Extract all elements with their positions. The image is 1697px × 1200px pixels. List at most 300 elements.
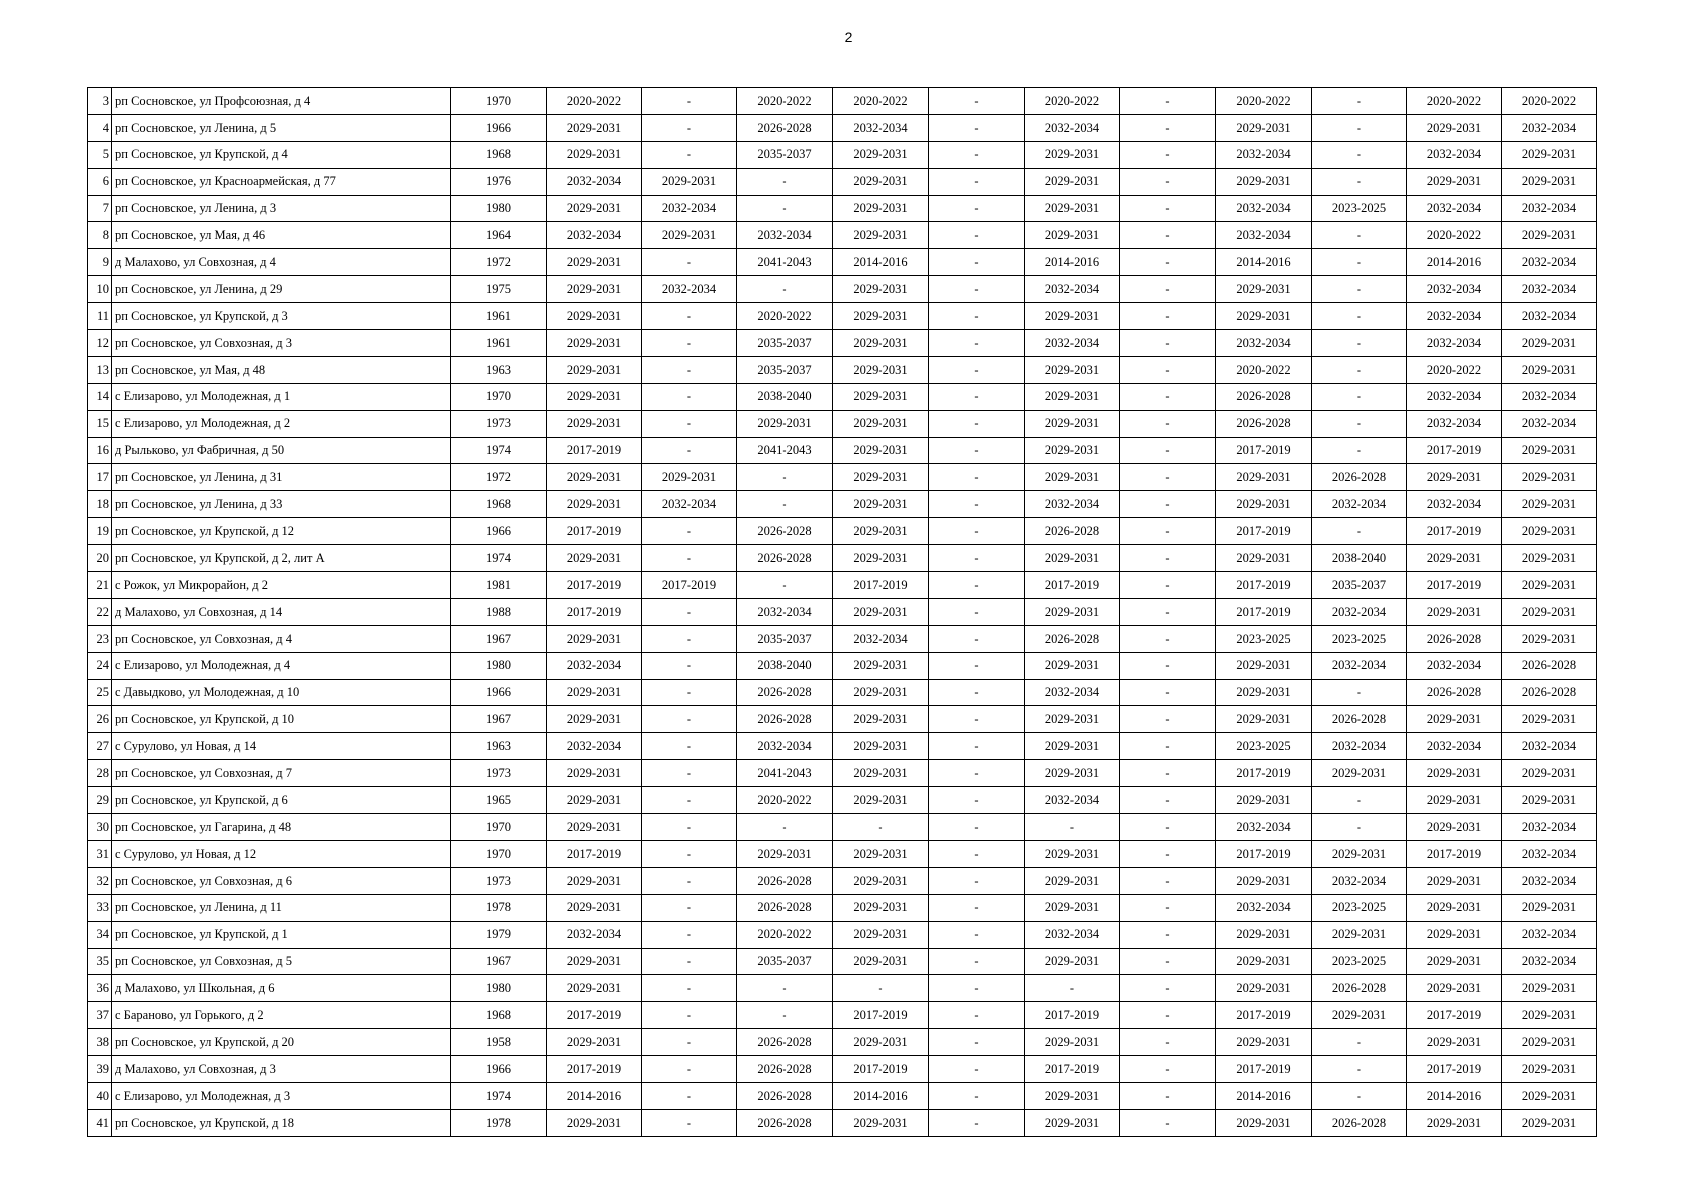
work-period-cell: 2023-2025 <box>1312 894 1407 921</box>
work-period-cell: 2032-2034 <box>1216 894 1312 921</box>
work-period-cell: 2029-2031 <box>1216 679 1312 706</box>
address-cell: д Малахово, ул Школьная, д 6 <box>112 975 451 1002</box>
table-row <box>88 141 1597 168</box>
work-period-cell: - <box>1120 464 1216 491</box>
work-period-cell: 2029-2031 <box>547 760 642 787</box>
table-row <box>88 545 1597 572</box>
address-cell: рп Сосновское, ул Профсоюзная, д 4 <box>112 88 451 115</box>
work-period-cell: 2029-2031 <box>1502 706 1597 733</box>
table-row <box>88 921 1597 948</box>
table-row <box>88 88 1597 115</box>
work-period-cell: 2029-2031 <box>833 545 929 572</box>
work-period-cell: 2014-2016 <box>1025 249 1120 276</box>
work-period-cell: - <box>642 679 737 706</box>
work-period-cell: - <box>1120 222 1216 249</box>
work-period-cell: 2035-2037 <box>1312 572 1407 599</box>
address-cell: рп Сосновское, ул Совхозная, д 4 <box>112 625 451 652</box>
work-period-cell: 2029-2031 <box>833 356 929 383</box>
work-period-cell: - <box>1120 679 1216 706</box>
work-period-cell: 2029-2031 <box>1502 518 1597 545</box>
work-period-cell: 2029-2031 <box>547 356 642 383</box>
work-period-cell: - <box>642 1029 737 1056</box>
work-period-cell: - <box>642 625 737 652</box>
year-built-cell: 1966 <box>451 114 547 141</box>
row-number-cell: 12 <box>88 330 112 357</box>
table-row <box>88 733 1597 760</box>
work-period-cell: 2026-2028 <box>737 114 833 141</box>
row-number-cell: 9 <box>88 249 112 276</box>
work-period-cell: 2029-2031 <box>833 195 929 222</box>
work-period-cell: - <box>929 975 1025 1002</box>
work-period-cell: 2020-2022 <box>737 303 833 330</box>
work-period-cell: - <box>642 545 737 572</box>
work-period-cell: 2041-2043 <box>737 760 833 787</box>
work-period-cell: 2029-2031 <box>833 840 929 867</box>
work-period-cell: - <box>929 249 1025 276</box>
work-period-cell: 2029-2031 <box>1407 894 1502 921</box>
work-period-cell: 2029-2031 <box>737 410 833 437</box>
work-period-cell: - <box>929 760 1025 787</box>
address-cell: рп Сосновское, ул Красноармейская, д 77 <box>112 168 451 195</box>
work-period-cell: 2029-2031 <box>1216 276 1312 303</box>
work-period-cell: - <box>1120 276 1216 303</box>
row-number-cell: 32 <box>88 867 112 894</box>
year-built-cell: 1976 <box>451 168 547 195</box>
table-row <box>88 195 1597 222</box>
row-number-cell: 40 <box>88 1082 112 1109</box>
work-period-cell: 2032-2034 <box>1025 276 1120 303</box>
work-period-cell: - <box>1120 141 1216 168</box>
work-period-cell: 2032-2034 <box>1025 114 1120 141</box>
work-period-cell: - <box>1120 625 1216 652</box>
work-period-cell: - <box>1120 787 1216 814</box>
work-period-cell: 2020-2022 <box>1216 356 1312 383</box>
work-period-cell: 2032-2034 <box>1502 303 1597 330</box>
work-period-cell: 2017-2019 <box>1216 1002 1312 1029</box>
work-period-cell: 2032-2034 <box>737 598 833 625</box>
work-period-cell: 2017-2019 <box>547 437 642 464</box>
work-period-cell: - <box>929 464 1025 491</box>
year-built-cell: 1966 <box>451 679 547 706</box>
work-period-cell: 2020-2022 <box>1216 88 1312 115</box>
work-period-cell: 2029-2031 <box>1502 1082 1597 1109</box>
address-cell: с Сурулово, ул Новая, д 14 <box>112 733 451 760</box>
row-number-cell: 28 <box>88 760 112 787</box>
work-period-cell: - <box>642 114 737 141</box>
table-row <box>88 679 1597 706</box>
work-period-cell: - <box>929 894 1025 921</box>
address-cell: рп Сосновское, ул Крупской, д 20 <box>112 1029 451 1056</box>
work-period-cell: 2029-2031 <box>833 303 929 330</box>
work-period-cell: 2014-2016 <box>833 249 929 276</box>
work-period-cell: - <box>642 867 737 894</box>
work-period-cell: 2029-2031 <box>1216 168 1312 195</box>
work-period-cell: 2032-2034 <box>1502 410 1597 437</box>
work-period-cell: - <box>929 867 1025 894</box>
work-period-cell: 2029-2031 <box>547 1109 642 1136</box>
work-period-cell: 2029-2031 <box>1025 437 1120 464</box>
address-cell: рп Сосновское, ул Крупской, д 4 <box>112 141 451 168</box>
work-period-cell: - <box>929 572 1025 599</box>
address-cell: рп Сосновское, ул Ленина, д 29 <box>112 276 451 303</box>
work-period-cell: 2029-2031 <box>1502 1002 1597 1029</box>
work-period-cell: - <box>929 706 1025 733</box>
work-period-cell: 2029-2031 <box>1502 464 1597 491</box>
year-built-cell: 1974 <box>451 545 547 572</box>
year-built-cell: 1970 <box>451 383 547 410</box>
address-cell: рп Сосновское, ул Совхозная, д 6 <box>112 867 451 894</box>
work-period-cell: 2020-2022 <box>1025 88 1120 115</box>
work-period-cell: - <box>1312 303 1407 330</box>
work-period-cell: - <box>642 948 737 975</box>
work-period-cell: 2029-2031 <box>547 948 642 975</box>
work-period-cell: - <box>1120 195 1216 222</box>
work-period-cell: - <box>1120 975 1216 1002</box>
work-period-cell: 2032-2034 <box>1407 141 1502 168</box>
work-period-cell: 2029-2031 <box>833 760 929 787</box>
work-period-cell: - <box>833 814 929 841</box>
work-period-cell: 2029-2031 <box>833 921 929 948</box>
work-period-cell: 2026-2028 <box>737 1029 833 1056</box>
address-cell: д Рыльково, ул Фабричная, д 50 <box>112 437 451 464</box>
table-row <box>88 572 1597 599</box>
work-period-cell: - <box>1120 814 1216 841</box>
row-number-cell: 30 <box>88 814 112 841</box>
work-period-cell: - <box>1312 114 1407 141</box>
work-period-cell: - <box>929 141 1025 168</box>
work-period-cell: 2029-2031 <box>1502 545 1597 572</box>
row-number-cell: 16 <box>88 437 112 464</box>
work-period-cell: 2029-2031 <box>1407 814 1502 841</box>
work-period-cell: - <box>642 733 737 760</box>
table-row <box>88 814 1597 841</box>
work-period-cell: 2029-2031 <box>1502 598 1597 625</box>
work-period-cell: 2026-2028 <box>737 518 833 545</box>
row-number-cell: 24 <box>88 652 112 679</box>
work-period-cell: - <box>1120 760 1216 787</box>
work-period-cell: - <box>737 1002 833 1029</box>
work-period-cell: 2017-2019 <box>1216 572 1312 599</box>
work-period-cell: - <box>642 598 737 625</box>
table-row <box>88 518 1597 545</box>
year-built-cell: 1967 <box>451 625 547 652</box>
work-period-cell: 2023-2025 <box>1312 948 1407 975</box>
work-period-cell: 2029-2031 <box>547 141 642 168</box>
work-period-cell: 2029-2031 <box>1407 921 1502 948</box>
work-period-cell: 2017-2019 <box>1407 1056 1502 1083</box>
work-period-cell: 2032-2034 <box>1312 867 1407 894</box>
work-period-cell: 2035-2037 <box>737 141 833 168</box>
row-number-cell: 21 <box>88 572 112 599</box>
work-period-cell: 2032-2034 <box>1216 330 1312 357</box>
work-period-cell: 2029-2031 <box>1025 598 1120 625</box>
work-period-cell: 2029-2031 <box>1502 787 1597 814</box>
work-period-cell: 2029-2031 <box>833 1029 929 1056</box>
work-period-cell: 2029-2031 <box>833 733 929 760</box>
year-built-cell: 1978 <box>451 1109 547 1136</box>
row-number-cell: 8 <box>88 222 112 249</box>
row-number-cell: 19 <box>88 518 112 545</box>
work-period-cell: - <box>929 195 1025 222</box>
work-period-cell: 2029-2031 <box>833 410 929 437</box>
work-period-cell: 2026-2028 <box>1407 625 1502 652</box>
work-period-cell: 2029-2031 <box>1025 706 1120 733</box>
work-period-cell: 2029-2031 <box>833 1109 929 1136</box>
work-period-cell: 2023-2025 <box>1216 625 1312 652</box>
work-period-cell: 2029-2031 <box>1025 356 1120 383</box>
work-period-cell: 2029-2031 <box>1216 1029 1312 1056</box>
row-number-cell: 5 <box>88 141 112 168</box>
work-period-cell: 2032-2034 <box>737 222 833 249</box>
work-period-cell: - <box>1312 356 1407 383</box>
work-period-cell: 2032-2034 <box>1216 222 1312 249</box>
work-period-cell: 2032-2034 <box>1407 330 1502 357</box>
work-period-cell: 2017-2019 <box>1407 437 1502 464</box>
table-row <box>88 276 1597 303</box>
work-period-cell: 2029-2031 <box>1216 114 1312 141</box>
year-built-cell: 1974 <box>451 1082 547 1109</box>
row-number-cell: 11 <box>88 303 112 330</box>
work-period-cell: 2020-2022 <box>1407 222 1502 249</box>
work-period-cell: 2032-2034 <box>1312 491 1407 518</box>
work-period-cell: 2014-2016 <box>547 1082 642 1109</box>
work-period-cell: - <box>737 814 833 841</box>
work-period-cell: - <box>929 1002 1025 1029</box>
year-built-cell: 1980 <box>451 195 547 222</box>
table-row <box>88 437 1597 464</box>
work-period-cell: - <box>1120 114 1216 141</box>
address-cell: рп Сосновское, ул Совхозная, д 7 <box>112 760 451 787</box>
table-row <box>88 383 1597 410</box>
row-number-cell: 15 <box>88 410 112 437</box>
work-period-cell: 2032-2034 <box>1407 491 1502 518</box>
work-period-cell: 2020-2022 <box>737 787 833 814</box>
work-period-cell: - <box>1120 518 1216 545</box>
table-row <box>88 760 1597 787</box>
work-period-cell: 2032-2034 <box>547 733 642 760</box>
work-period-cell: - <box>1120 88 1216 115</box>
row-number-cell: 33 <box>88 894 112 921</box>
work-period-cell: - <box>929 222 1025 249</box>
work-period-cell: 2029-2031 <box>1407 598 1502 625</box>
work-period-cell: - <box>1120 249 1216 276</box>
work-period-cell: 2017-2019 <box>547 572 642 599</box>
work-period-cell: 2029-2031 <box>642 168 737 195</box>
work-period-cell: - <box>1312 88 1407 115</box>
work-period-cell: 2029-2031 <box>547 894 642 921</box>
work-period-cell: - <box>1120 168 1216 195</box>
work-period-cell: - <box>929 1029 1025 1056</box>
work-period-cell: 2032-2034 <box>1312 652 1407 679</box>
row-number-cell: 18 <box>88 491 112 518</box>
work-period-cell: 2029-2031 <box>547 679 642 706</box>
work-period-cell: 2026-2028 <box>737 545 833 572</box>
work-period-cell: 2029-2031 <box>1025 303 1120 330</box>
year-built-cell: 1973 <box>451 867 547 894</box>
work-period-cell: 2029-2031 <box>1216 706 1312 733</box>
row-number-cell: 17 <box>88 464 112 491</box>
work-period-cell: 2029-2031 <box>1312 840 1407 867</box>
work-period-cell: 2017-2019 <box>833 572 929 599</box>
work-period-cell: 2032-2034 <box>1025 330 1120 357</box>
work-period-cell: 2029-2031 <box>833 867 929 894</box>
work-period-cell: 2029-2031 <box>547 330 642 357</box>
year-built-cell: 1963 <box>451 733 547 760</box>
work-period-cell: 2026-2028 <box>1407 679 1502 706</box>
work-period-cell: 2035-2037 <box>737 948 833 975</box>
work-period-cell: - <box>1312 1082 1407 1109</box>
year-built-cell: 1980 <box>451 652 547 679</box>
work-period-cell: - <box>929 545 1025 572</box>
work-period-cell: 2032-2034 <box>547 168 642 195</box>
work-period-cell: 2026-2028 <box>737 706 833 733</box>
work-period-cell: 2017-2019 <box>547 1056 642 1083</box>
year-built-cell: 1978 <box>451 894 547 921</box>
work-period-cell: 2029-2031 <box>1025 545 1120 572</box>
work-period-cell: - <box>1120 1109 1216 1136</box>
year-built-cell: 1973 <box>451 410 547 437</box>
work-period-cell: 2029-2031 <box>1312 760 1407 787</box>
year-built-cell: 1965 <box>451 787 547 814</box>
work-period-cell: - <box>929 491 1025 518</box>
table-row <box>88 114 1597 141</box>
work-period-cell: 2026-2028 <box>1025 518 1120 545</box>
work-period-cell: - <box>1120 1029 1216 1056</box>
work-period-cell: - <box>642 1082 737 1109</box>
work-period-cell: 2029-2031 <box>1025 464 1120 491</box>
work-period-cell: - <box>929 303 1025 330</box>
work-period-cell: 2032-2034 <box>1312 733 1407 760</box>
table-row <box>88 222 1597 249</box>
work-period-cell: 2029-2031 <box>1502 1029 1597 1056</box>
work-period-cell: 2029-2031 <box>1502 356 1597 383</box>
work-period-cell: - <box>1120 652 1216 679</box>
table-row <box>88 168 1597 195</box>
work-period-cell: 2026-2028 <box>1312 975 1407 1002</box>
address-cell: рп Сосновское, ул Мая, д 48 <box>112 356 451 383</box>
work-period-cell: 2017-2019 <box>547 598 642 625</box>
work-period-cell: 2029-2031 <box>1025 168 1120 195</box>
work-period-cell: 2029-2031 <box>833 787 929 814</box>
work-period-cell: 2029-2031 <box>1025 652 1120 679</box>
work-period-cell: 2029-2031 <box>833 894 929 921</box>
work-period-cell: 2032-2034 <box>1407 303 1502 330</box>
work-period-cell: 2032-2034 <box>1502 840 1597 867</box>
work-period-cell: 2029-2031 <box>547 975 642 1002</box>
work-period-cell: 2029-2031 <box>1216 975 1312 1002</box>
work-period-cell: 2029-2031 <box>1407 545 1502 572</box>
work-period-cell: - <box>642 652 737 679</box>
work-period-cell: 2026-2028 <box>737 894 833 921</box>
work-period-cell: 2020-2022 <box>737 88 833 115</box>
work-period-cell: - <box>929 598 1025 625</box>
work-period-cell: 2017-2019 <box>1025 1002 1120 1029</box>
work-period-cell: 2029-2031 <box>547 410 642 437</box>
work-period-cell: - <box>1120 545 1216 572</box>
work-period-cell: - <box>1312 518 1407 545</box>
work-period-cell: - <box>1120 1056 1216 1083</box>
address-cell: рп Сосновское, ул Совхозная, д 5 <box>112 948 451 975</box>
work-period-cell: - <box>929 787 1025 814</box>
work-period-cell: 2032-2034 <box>1502 814 1597 841</box>
work-period-cell: 2017-2019 <box>833 1002 929 1029</box>
table-row <box>88 1029 1597 1056</box>
work-period-cell: 2032-2034 <box>1502 383 1597 410</box>
work-period-cell: 2032-2034 <box>1407 652 1502 679</box>
work-period-cell: 2029-2031 <box>642 222 737 249</box>
work-period-cell: 2029-2031 <box>1216 303 1312 330</box>
work-period-cell: 2029-2031 <box>1025 222 1120 249</box>
year-built-cell: 1970 <box>451 840 547 867</box>
work-period-cell: 2029-2031 <box>1407 706 1502 733</box>
work-period-cell: 2029-2031 <box>737 840 833 867</box>
row-number-cell: 39 <box>88 1056 112 1083</box>
work-period-cell: 2029-2031 <box>547 114 642 141</box>
table-row <box>88 410 1597 437</box>
table-row <box>88 1002 1597 1029</box>
work-period-cell: 2017-2019 <box>1407 1002 1502 1029</box>
work-period-cell: 2029-2031 <box>1407 948 1502 975</box>
work-period-cell: - <box>929 625 1025 652</box>
work-period-cell: 2017-2019 <box>1407 840 1502 867</box>
row-number-cell: 26 <box>88 706 112 733</box>
work-period-cell: 2029-2031 <box>1502 168 1597 195</box>
work-period-cell: - <box>1312 249 1407 276</box>
row-number-cell: 31 <box>88 840 112 867</box>
work-period-cell: - <box>642 760 737 787</box>
work-period-cell: 2017-2019 <box>642 572 737 599</box>
work-period-cell: 2029-2031 <box>1216 545 1312 572</box>
work-period-cell: 2023-2025 <box>1216 733 1312 760</box>
work-period-cell: - <box>1120 1082 1216 1109</box>
year-built-cell: 1966 <box>451 518 547 545</box>
year-built-cell: 1981 <box>451 572 547 599</box>
work-period-cell: 2029-2031 <box>1216 491 1312 518</box>
work-period-cell: - <box>1312 410 1407 437</box>
row-number-cell: 25 <box>88 679 112 706</box>
work-period-cell: 2026-2028 <box>737 679 833 706</box>
work-period-cell: 2029-2031 <box>547 249 642 276</box>
work-period-cell: 2029-2031 <box>1407 787 1502 814</box>
work-period-cell: 2017-2019 <box>1216 518 1312 545</box>
work-period-cell: - <box>1025 975 1120 1002</box>
work-period-cell: 2017-2019 <box>833 1056 929 1083</box>
work-period-cell: - <box>1312 330 1407 357</box>
work-period-cell: - <box>642 787 737 814</box>
row-number-cell: 36 <box>88 975 112 1002</box>
work-period-cell: 2029-2031 <box>833 168 929 195</box>
row-number-cell: 4 <box>88 114 112 141</box>
work-period-cell: - <box>1120 867 1216 894</box>
work-period-cell: 2026-2028 <box>1502 652 1597 679</box>
year-built-cell: 1963 <box>451 356 547 383</box>
work-period-cell: 2017-2019 <box>1216 840 1312 867</box>
work-period-cell: - <box>642 410 737 437</box>
work-period-cell: 2029-2031 <box>1312 1002 1407 1029</box>
work-period-cell: 2029-2031 <box>1025 141 1120 168</box>
work-period-cell: - <box>642 141 737 168</box>
year-built-cell: 1968 <box>451 1002 547 1029</box>
work-period-cell: - <box>1312 383 1407 410</box>
table-row <box>88 975 1597 1002</box>
row-number-cell: 29 <box>88 787 112 814</box>
address-cell: с Елизарово, ул Молодежная, д 1 <box>112 383 451 410</box>
address-cell: рп Сосновское, ул Крупской, д 2, лит А <box>112 545 451 572</box>
work-period-cell: - <box>642 1002 737 1029</box>
work-period-cell: 2029-2031 <box>1407 867 1502 894</box>
work-period-cell: 2029-2031 <box>547 464 642 491</box>
work-period-cell: 2029-2031 <box>1025 894 1120 921</box>
